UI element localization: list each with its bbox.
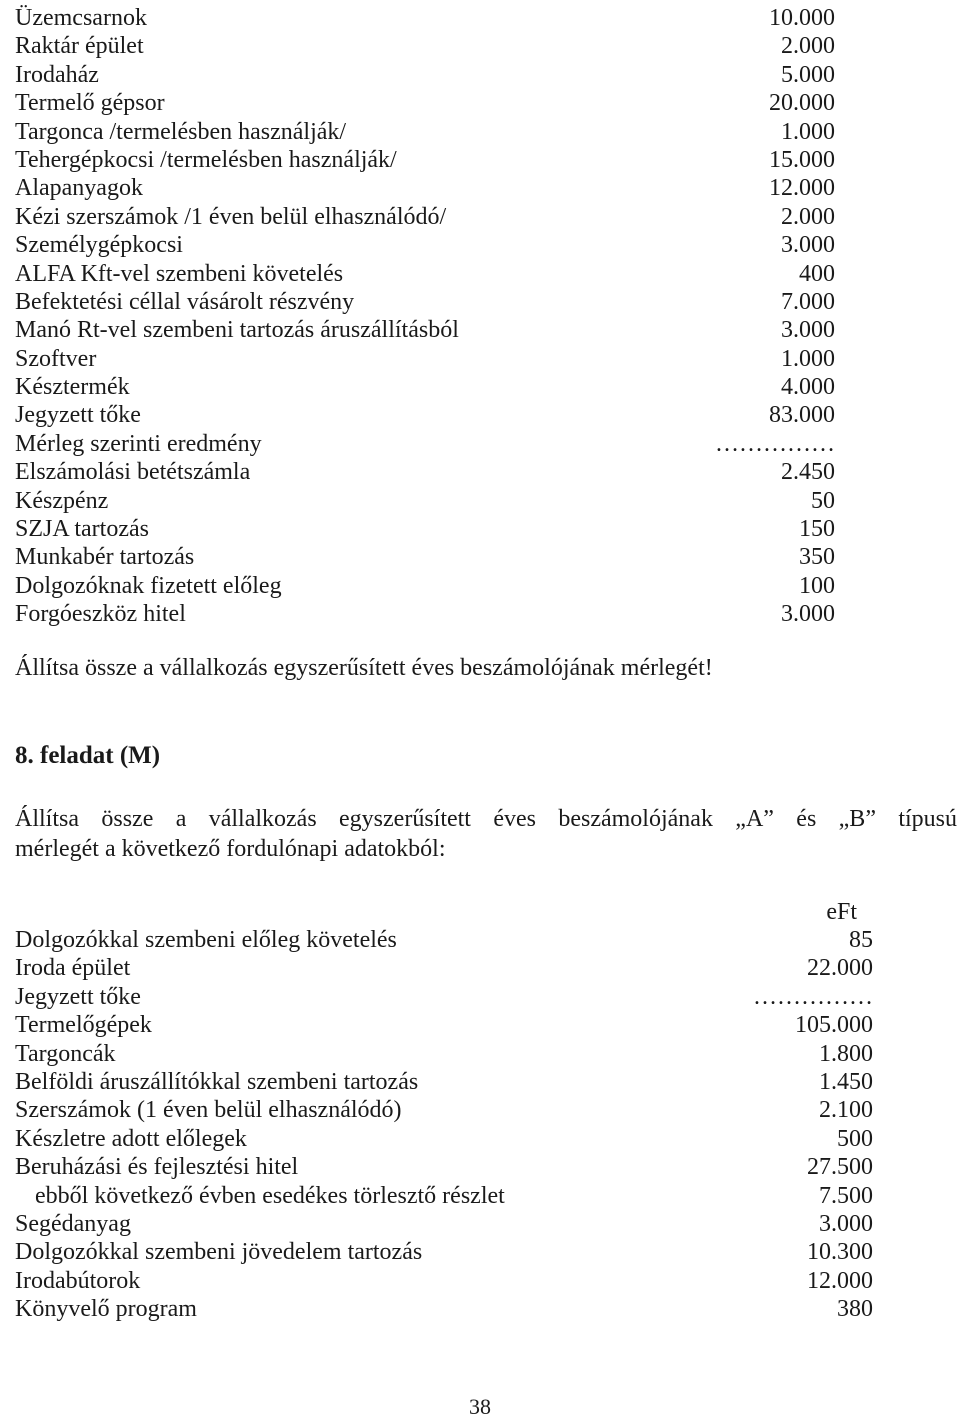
item-label: Jegyzett tőke bbox=[15, 983, 141, 1010]
item-value: 85 bbox=[849, 927, 873, 953]
list-item bbox=[15, 600, 835, 628]
item-label: Targonca /termelésben használják/ bbox=[15, 118, 347, 145]
unit-label: eFt bbox=[826, 899, 857, 925]
item-value: 1.000 bbox=[781, 118, 835, 145]
item-value: 7.500 bbox=[819, 1182, 873, 1209]
item-label: Iroda épület bbox=[15, 955, 131, 982]
item-value: 27.500 bbox=[807, 1154, 873, 1181]
item-value: 2.450 bbox=[781, 459, 835, 486]
list-item bbox=[15, 89, 835, 117]
item-label: Termelő gépsor bbox=[15, 90, 165, 117]
task-description-line: mérlegét a következő fordulónapi adatokból: bbox=[15, 836, 446, 862]
page-number: 38 bbox=[469, 1394, 491, 1419]
item-label: Üzemcsarnok bbox=[15, 5, 147, 31]
item-label: Szerszámok (1 éven belül elhasználódó) bbox=[15, 1097, 402, 1124]
list-item bbox=[15, 515, 835, 543]
item-value: 1.800 bbox=[819, 1040, 873, 1067]
list-item bbox=[15, 926, 873, 954]
list-item bbox=[15, 572, 835, 600]
list-item bbox=[15, 174, 835, 202]
list-item-sub bbox=[15, 1182, 873, 1210]
item-label: ALFA Kft-vel szembeni követelés bbox=[15, 260, 344, 287]
item-label: Forgóeszköz hitel bbox=[15, 601, 186, 628]
item-value: 22.000 bbox=[807, 955, 873, 982]
item-value: 12.000 bbox=[807, 1267, 873, 1294]
list-item bbox=[15, 260, 835, 288]
list-item bbox=[15, 118, 835, 146]
item-value: 3.000 bbox=[781, 232, 835, 259]
item-value: 2.100 bbox=[819, 1097, 873, 1124]
list-item bbox=[15, 4, 835, 32]
item-label: Irodabútorok bbox=[15, 1267, 141, 1294]
item-label: Raktár épület bbox=[15, 33, 144, 60]
list-item bbox=[15, 1267, 873, 1295]
item-value: 2.000 bbox=[781, 33, 835, 60]
item-label: Befektetési céllal vásárolt részvény bbox=[15, 288, 355, 315]
balance-items-list bbox=[15, 4, 835, 629]
item-value: 105.000 bbox=[795, 1012, 873, 1039]
item-value: 1.450 bbox=[819, 1068, 873, 1095]
list-item bbox=[15, 1068, 873, 1096]
item-value: 2.000 bbox=[781, 203, 835, 230]
item-label: Irodaház bbox=[15, 61, 99, 88]
instruction-text: Állítsa össze a vállalkozás egyszerűsített éves beszámolójának mérlegét! bbox=[15, 655, 713, 681]
task-heading: 8. feladat (M) bbox=[15, 742, 161, 769]
list-item bbox=[15, 954, 873, 982]
list-item bbox=[15, 231, 835, 259]
item-value: 10.000 bbox=[769, 5, 835, 31]
list-item bbox=[15, 203, 835, 231]
item-label: Dolgozókkal szembeni előleg követelés bbox=[15, 927, 397, 953]
item-label: Elszámolási betétszámla bbox=[15, 459, 251, 486]
task-description-line: Állítsa össze a vállalkozás egyszerűsített éves beszámolójának „A” és „B” típusú bbox=[15, 806, 957, 832]
list-item bbox=[15, 458, 835, 486]
item-label: SZJA tartozás bbox=[15, 516, 149, 543]
item-value: 500 bbox=[837, 1125, 873, 1152]
item-label: Kézi szerszámok /1 éven belül elhasználódó/ bbox=[15, 203, 447, 230]
list-item bbox=[15, 1238, 873, 1266]
item-value-blank: …………… bbox=[753, 983, 873, 1010]
task-description bbox=[15, 804, 957, 864]
item-label: Manó Rt-vel szembeni tartozás áruszállításból bbox=[15, 317, 459, 344]
list-item bbox=[15, 373, 835, 401]
list-item bbox=[15, 487, 835, 515]
list-item bbox=[15, 983, 873, 1011]
item-value: 150 bbox=[799, 516, 835, 543]
item-label: Targoncák bbox=[15, 1040, 116, 1067]
task-items-list bbox=[15, 926, 873, 1323]
item-label: Termelőgépek bbox=[15, 1012, 152, 1039]
item-label: Késztermék bbox=[15, 374, 130, 401]
item-label: Könyvelő program bbox=[15, 1296, 197, 1323]
item-value-blank: …………… bbox=[715, 430, 835, 457]
list-item bbox=[15, 1125, 873, 1153]
list-item bbox=[15, 401, 835, 429]
item-value: 20.000 bbox=[769, 90, 835, 117]
item-value: 3.000 bbox=[781, 317, 835, 344]
item-label: ebből következő évben esedékes törlesztő részlet bbox=[35, 1182, 505, 1209]
list-item bbox=[15, 345, 835, 373]
item-label: Munkabér tartozás bbox=[15, 544, 195, 571]
item-label: Dolgozókkal szembeni jövedelem tartozás bbox=[15, 1239, 423, 1266]
item-value: 1.000 bbox=[781, 345, 835, 372]
item-label: Belföldi áruszállítókkal szembeni tartozás bbox=[15, 1068, 419, 1095]
list-item bbox=[15, 430, 835, 458]
list-item bbox=[15, 1011, 873, 1039]
list-item bbox=[15, 146, 835, 174]
item-value: 380 bbox=[837, 1296, 873, 1323]
item-value: 4.000 bbox=[781, 374, 835, 401]
item-value: 15.000 bbox=[769, 146, 835, 173]
item-label: Segédanyag bbox=[15, 1210, 131, 1237]
list-item bbox=[15, 1096, 873, 1124]
list-item bbox=[15, 1295, 873, 1323]
list-item bbox=[15, 543, 835, 571]
list-item bbox=[15, 1153, 873, 1181]
item-label: Készpénz bbox=[15, 487, 109, 514]
item-label: Tehergépkocsi /termelésben használják/ bbox=[15, 146, 397, 173]
list-item bbox=[15, 1040, 873, 1068]
list-item bbox=[15, 288, 835, 316]
item-value: 10.300 bbox=[807, 1239, 873, 1266]
list-item bbox=[15, 316, 835, 344]
list-item bbox=[15, 32, 835, 60]
item-value: 5.000 bbox=[781, 61, 835, 88]
item-value: 12.000 bbox=[769, 175, 835, 202]
item-label: Dolgozóknak fizetett előleg bbox=[15, 572, 282, 599]
item-label: Alapanyagok bbox=[15, 175, 143, 202]
item-value: 350 bbox=[799, 544, 835, 571]
item-label: Beruházási és fejlesztési hitel bbox=[15, 1154, 299, 1181]
list-item bbox=[15, 61, 835, 89]
item-value: 7.000 bbox=[781, 288, 835, 315]
item-label: Szoftver bbox=[15, 345, 97, 372]
item-label: Mérleg szerinti eredmény bbox=[15, 430, 262, 457]
item-value: 50 bbox=[811, 487, 835, 514]
item-value: 83.000 bbox=[769, 402, 835, 429]
item-label: Személygépkocsi bbox=[15, 232, 183, 259]
item-value: 3.000 bbox=[819, 1210, 873, 1237]
item-value: 3.000 bbox=[781, 601, 835, 628]
item-value: 400 bbox=[799, 260, 835, 287]
item-label: Jegyzett tőke bbox=[15, 402, 141, 429]
item-label: Készletre adott előlegek bbox=[15, 1125, 247, 1152]
item-value: 100 bbox=[799, 572, 835, 599]
list-item bbox=[15, 1210, 873, 1238]
